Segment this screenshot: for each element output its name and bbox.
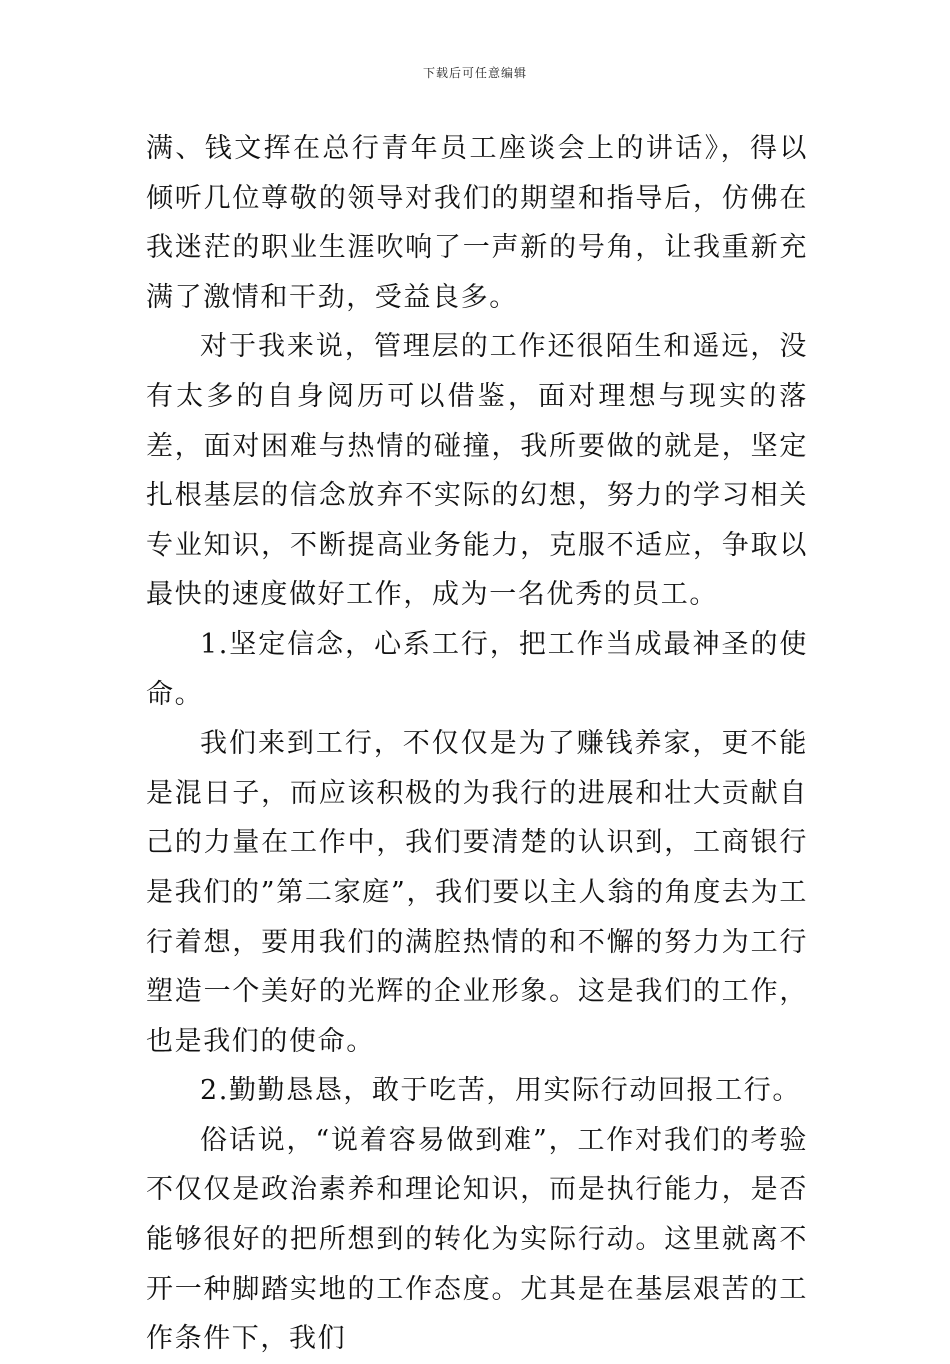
paragraph-1: 满、钱文挥在总行青年员工座谈会上的讲话》，得以倾听几位尊敬的领导对我们的期望和指导后，仿佛在我迷茫的职业生涯吹响了一声新的号角，让我重新充满了激情和干劲，受益良多。 bbox=[146, 133, 808, 313]
paragraph-2: 对于我来说，管理层的工作还很陌生和遥远，没有太多的自身阅历可以借鉴，面对理想与现实的落差，面对困难与热情的碰撞，我所要做的就是，坚定扎根基层的信念放弃不实际的幻想，努力的学习相关专业知识，不断提高业务能力，克服不适应，争取以最快的速度做好工作，成为一名优秀的员工。 bbox=[146, 331, 808, 611]
section-heading-2: 2.勤勤恳恳，敢于吃苦，用实际行动回报工行。 bbox=[200, 1075, 801, 1107]
section-heading-1: 1.坚定信念，心系工行，把工作当成最神圣的使命。 bbox=[146, 628, 808, 710]
paragraph-4: 俗话说，“说着容易做到难”，工作对我们的考验不仅仅是政治素养和理论知识，而是执行能力，是否能够很好的把所想到的转化为实际行动。这里就离不开一种脚踏实地的工作态度。尤其是在基层艰苦的工作条件下，我们 bbox=[146, 1124, 808, 1355]
paragraph-3: 我们来到工行，不仅仅是为了赚钱养家，更不能是混日子，而应该积极的为我行的进展和壮大贡献自己的力量在工作中，我们要清楚的认识到，工商银行是我们的”第二家庭”，我们要以主人翁的角度去为工行着想，要用我们的满腔热情的和不懈的努力为工行塑造一个美好的光辉的企业形象。这是我们的工作，也是我们的使命。 bbox=[146, 728, 808, 1057]
document-body bbox=[146, 124, 808, 1364]
page-header: 下载后可任意编辑 bbox=[422, 66, 527, 80]
